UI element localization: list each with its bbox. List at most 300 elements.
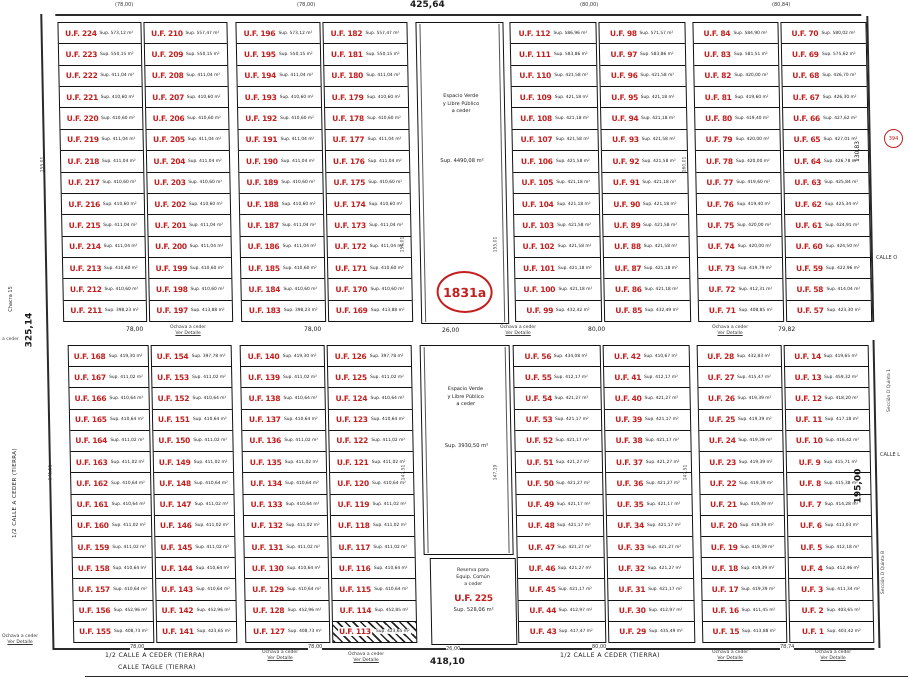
lot-uf-76: U.F. 76 Sup. 419,40 m² <box>697 194 781 215</box>
dim-left-total: 325,14 <box>24 312 35 348</box>
lot-uf-193: U.F. 193 Sup. 410,60 m² <box>238 87 321 108</box>
lot-uf-110: U.F. 110 Sup. 421,58 m² <box>511 66 596 87</box>
lot-uf-23: U.F. 23 Sup. 419,39 m² <box>700 452 783 473</box>
parcel-block-bottom-4 <box>697 345 875 643</box>
lot-uf-153: U.F. 153 Sup. 411,02 m² <box>152 367 231 388</box>
dim-bot-1: 78,00 <box>130 644 145 650</box>
lot-uf-165: U.F. 165 Sup. 410,64 m² <box>70 410 149 431</box>
lot-uf-68: U.F. 68 Sup. 426,70 m² <box>782 66 866 87</box>
block-top-1-right-column <box>143 22 233 322</box>
vdim-8: 147,51 <box>683 464 689 481</box>
lot-uf-170: U.F. 170 Sup. 410,60 m² <box>328 279 411 300</box>
lot-uf-115: U.F. 115 Sup. 410,64 m² <box>332 579 415 600</box>
dim-right-lower: 195,00 <box>853 468 864 504</box>
lot-uf-43: U.F. 43 Sup. 417,47 m² <box>529 627 594 637</box>
ochava-note-4: Ochava a ceder Ver Detalle <box>2 634 39 645</box>
lot-uf-114: U.F. 114 Sup. 452,85 m² <box>333 601 416 622</box>
lot-uf-41: U.F. 41 Sup. 412,17 m² <box>604 367 690 388</box>
lot-uf-104: U.F. 104 Sup. 421,18 m² <box>514 194 599 215</box>
lot-uf-167: U.F. 167 Sup. 411,02 m² <box>69 367 148 388</box>
lot-uf-155: U.F. 155 Sup. 408,73 m² <box>78 627 148 637</box>
lot-uf-136: U.F. 136 Sup. 411,02 m² <box>242 431 325 452</box>
lot-uf-89: U.F. 89 Sup. 421,58 m² <box>603 215 688 236</box>
ochava-note-1: Ochava a ceder Ver Detalle <box>170 325 207 336</box>
lot-uf-57: U.F. 57 Sup. 423,30 m² <box>796 306 861 316</box>
lot-uf-194: U.F. 194 Sup. 411,04 m² <box>237 66 320 87</box>
lot-uf-118: U.F. 118 Sup. 411,02 m² <box>331 516 414 537</box>
lot-uf-146: U.F. 146 Sup. 411,02 m² <box>155 516 234 537</box>
lot-uf-32: U.F. 32 Sup. 421,27 m² <box>607 558 693 579</box>
lot-uf-126: U.F. 126 Sup. 397,78 m² <box>328 346 411 367</box>
street-half-right-label: 1/2 CALLE A CEDER (TIERRA) <box>560 652 660 659</box>
lot-uf-203: U.F. 203 Sup. 410,60 m² <box>147 173 229 194</box>
dim-mid-4: 80,00 <box>588 326 606 333</box>
lot-uf-79: U.F. 79 Sup. 420,00 m² <box>695 130 779 151</box>
boundary-bottom <box>52 648 874 650</box>
lot-uf-129: U.F. 129 Sup. 410,64 m² <box>245 579 328 600</box>
lot-uf-107: U.F. 107 Sup. 421,58 m² <box>512 130 597 151</box>
lot-uf-173: U.F. 173 Sup. 411,04 m² <box>327 215 410 236</box>
boundary-top <box>55 14 861 16</box>
lot-uf-195: U.F. 195 Sup. 550,15 m² <box>237 44 320 65</box>
lot-uf-202: U.F. 202 Sup. 410,60 m² <box>148 194 230 215</box>
ochava-note-2: Ochava a ceder Ver Detalle <box>500 325 537 336</box>
lot-uf-113: U.F. 113 Sup. 423,65 m² <box>333 622 416 642</box>
plan-number-circle: 1831a <box>436 271 493 313</box>
dim-mid-5: 79,82 <box>778 326 796 333</box>
dim-mid-1: 78,00 <box>126 326 144 333</box>
lot-uf-40: U.F. 40 Sup. 421,27 m² <box>604 388 690 409</box>
lot-uf-16: U.F. 16 Sup. 411,45 m² <box>703 601 786 622</box>
lot-uf-211: U.F. 211 Sup. 398,23 m² <box>70 306 139 316</box>
lot-uf-20: U.F. 20 Sup. 419,39 m² <box>701 516 784 537</box>
block-top-4-right-column <box>780 22 872 322</box>
lot-uf-21: U.F. 21 Sup. 419,39 m² <box>700 495 783 516</box>
lot-uf-6: U.F. 6 Sup. 413,03 m² <box>788 516 871 537</box>
lot-uf-158: U.F. 158 Sup. 410,64 m² <box>73 558 152 579</box>
lot-uf-144: U.F. 144 Sup. 410,64 m² <box>156 558 235 579</box>
dim-mid-3: 26,00 <box>442 327 460 334</box>
lot-uf-215: U.F. 215 Sup. 411,04 m² <box>62 215 144 236</box>
dim-top-1: (78,00) <box>115 2 134 8</box>
lot-uf-121: U.F. 121 Sup. 411,02 m² <box>330 452 413 473</box>
lot-uf-38: U.F. 38 Sup. 421,17 m² <box>605 431 691 452</box>
lot-uf-12: U.F. 12 Sup. 418,20 m² <box>785 388 868 409</box>
green-space-area: Sup. 4490,08 m² <box>440 157 484 164</box>
lot-uf-218: U.F. 218 Sup. 411,04 m² <box>61 151 143 172</box>
lot-uf-86: U.F. 86 Sup. 421,18 m² <box>604 279 689 300</box>
lot-uf-164: U.F. 164 Sup. 411,02 m² <box>70 431 149 452</box>
lot-uf-25: U.F. 25 Sup. 419,39 m² <box>699 410 782 431</box>
green-space-bottom <box>420 345 514 555</box>
lot-uf-14: U.F. 14 Sup. 419,65 m² <box>785 346 868 367</box>
green-space-label: Espacio Verde y Libre Público a ceder <box>442 93 480 114</box>
lot-uf-102: U.F. 102 Sup. 421,58 m² <box>515 237 600 258</box>
lot-uf-3: U.F. 3 Sup. 411,34 m² <box>789 579 872 600</box>
lot-uf-124: U.F. 124 Sup. 410,64 m² <box>328 388 411 409</box>
lot-uf-85: U.F. 85 Sup. 432,49 m² <box>615 306 679 316</box>
lot-uf-111: U.F. 111 Sup. 583,86 m² <box>511 44 596 65</box>
lot-uf-183: U.F. 183 Sup. 398,23 m² <box>248 306 318 316</box>
lot-uf-180: U.F. 180 Sup. 411,04 m² <box>324 66 407 87</box>
lot-uf-130: U.F. 130 Sup. 410,64 m² <box>245 558 328 579</box>
lot-uf-182: U.F. 182 Sup. 557,47 m² <box>323 23 406 44</box>
lot-uf-17: U.F. 17 Sup. 419,39 m² <box>702 579 785 600</box>
lot-uf-135: U.F. 135 Sup. 411,02 m² <box>243 452 326 473</box>
lot-uf-151: U.F. 151 Sup. 410,64 m² <box>153 410 232 431</box>
vdim-6: 147,51 <box>401 464 407 481</box>
block-top-3-left-column <box>509 22 602 322</box>
block-top-1-left-column <box>57 22 147 322</box>
lot-uf-160: U.F. 160 Sup. 411,02 m² <box>72 516 151 537</box>
lot-uf-83: U.F. 83 Sup. 581,51 m² <box>694 44 778 65</box>
right-plan-circle: 394 <box>884 129 903 148</box>
vdim-2: 156,01 <box>400 236 406 253</box>
green-space-top <box>415 22 509 324</box>
vdim-7: 147,19 <box>493 464 499 481</box>
lot-uf-48: U.F. 48 Sup. 421,17 m² <box>517 516 603 537</box>
lot-uf-197: U.F. 197 Sup. 413,88 m² <box>156 306 225 316</box>
lot-uf-176: U.F. 176 Sup. 411,04 m² <box>326 151 409 172</box>
lot-uf-222: U.F. 222 Sup. 411,04 m² <box>59 66 141 87</box>
lot-uf-185: U.F. 185 Sup. 410,60 m² <box>241 258 324 279</box>
lot-uf-156: U.F. 156 Sup. 452,96 m² <box>74 601 153 622</box>
ochava-note-3: Ochava a ceder Ver Detalle <box>712 325 749 336</box>
lot-uf-19: U.F. 19 Sup. 419,39 m² <box>701 537 784 558</box>
parcel-block-top-2 <box>235 22 413 322</box>
lot-uf-42: U.F. 42 Sup. 410,67 m² <box>603 346 689 367</box>
lot-uf-143: U.F. 143 Sup. 410,64 m² <box>156 579 235 600</box>
lot-uf-214: U.F. 214 Sup. 411,04 m² <box>63 237 145 258</box>
lot-uf-172: U.F. 172 Sup. 411,04 m² <box>328 237 411 258</box>
lot-uf-64: U.F. 64 Sup. 426,78 m² <box>784 151 868 172</box>
lot-uf-22: U.F. 22 Sup. 419,39 m² <box>700 473 783 494</box>
lot-uf-13: U.F. 13 Sup. 459,32 m² <box>785 367 868 388</box>
lot-uf-149: U.F. 149 Sup. 411,02 m² <box>154 452 233 473</box>
lot-uf-82: U.F. 82 Sup. 420,00 m² <box>694 66 778 87</box>
dim-bot-4: 80,00 <box>592 644 607 650</box>
reserva-area: Sup. 528,06 m² <box>453 606 494 613</box>
block-top-2-right-column <box>322 22 413 322</box>
ochava-note-7: Ochava a ceder Ver Detalle <box>712 650 749 661</box>
lot-uf-200: U.F. 200 Sup. 411,04 m² <box>149 237 231 258</box>
lot-uf-75: U.F. 75 Sup. 420,00 m² <box>697 215 781 236</box>
lot-uf-39: U.F. 39 Sup. 421,17 m² <box>604 410 690 431</box>
lot-uf-123: U.F. 123 Sup. 410,64 m² <box>329 410 412 431</box>
lot-uf-11: U.F. 11 Sup. 417,18 m² <box>786 410 869 431</box>
left-a-ceder-label: a ceder <box>2 337 19 342</box>
lot-uf-207: U.F. 207 Sup. 410,60 m² <box>146 87 228 108</box>
ochava-note-8: Ochava a ceder Ver Detalle <box>815 650 852 661</box>
street-calle-l-label: CALLE L <box>880 452 901 458</box>
lot-uf-54: U.F. 54 Sup. 421,27 m² <box>514 388 600 409</box>
right-quinta-b-label: Sección D Quinta B <box>881 550 887 595</box>
boundary-left <box>40 14 54 649</box>
lot-uf-134: U.F. 134 Sup. 410,64 m² <box>243 473 326 494</box>
lot-uf-205: U.F. 205 Sup. 411,04 m² <box>146 130 228 151</box>
vdim-4: 160,01 <box>682 156 688 173</box>
lot-uf-209: U.F. 209 Sup. 550,15 m² <box>145 44 227 65</box>
lot-uf-37: U.F. 37 Sup. 421,27 m² <box>605 452 691 473</box>
lot-uf-81: U.F. 81 Sup. 419,60 m² <box>695 87 779 108</box>
lot-uf-33: U.F. 33 Sup. 421,27 m² <box>607 537 693 558</box>
parcel-block-top-1 <box>57 22 233 322</box>
lot-uf-132: U.F. 132 Sup. 411,02 m² <box>244 516 327 537</box>
lot-uf-108: U.F. 108 Sup. 421,18 m² <box>512 108 597 129</box>
lot-uf-10: U.F. 10 Sup. 416,42 m² <box>786 431 869 452</box>
lot-uf-174: U.F. 174 Sup. 410,60 m² <box>327 194 410 215</box>
lot-uf-72: U.F. 72 Sup. 412,31 m² <box>698 279 782 300</box>
lot-uf-98: U.F. 98 Sup. 571,57 m² <box>599 23 684 44</box>
lot-uf-190: U.F. 190 Sup. 411,04 m² <box>239 151 322 172</box>
lot-uf-29: U.F. 29 Sup. 435,49 m² <box>619 627 683 637</box>
parcel-block-bottom-3 <box>513 345 696 643</box>
lot-uf-212: U.F. 212 Sup. 410,60 m² <box>63 279 145 300</box>
vdim-1: 155,01 <box>40 156 46 173</box>
lot-uf-87: U.F. 87 Sup. 421,18 m² <box>604 258 689 279</box>
lot-uf-65: U.F. 65 Sup. 427,01 m² <box>783 130 867 151</box>
lot-uf-179: U.F. 179 Sup. 410,60 m² <box>325 87 408 108</box>
lot-uf-27: U.F. 27 Sup. 415,47 m² <box>698 367 781 388</box>
dim-top-3: (80,00) <box>580 2 599 8</box>
lot-uf-2: U.F. 2 Sup. 403,65 m² <box>790 601 873 622</box>
lot-uf-106: U.F. 106 Sup. 421,58 m² <box>513 151 598 172</box>
block-top-4-left-column <box>692 22 784 322</box>
ochava-note-6: Ochava a ceder Ver Detalle <box>348 652 385 663</box>
vdim-3: 155,01 <box>493 236 499 253</box>
lot-uf-91: U.F. 91 Sup. 421,18 m² <box>602 173 687 194</box>
lot-uf-198: U.F. 198 Sup. 410,60 m² <box>149 279 231 300</box>
lot-uf-101: U.F. 101 Sup. 421,18 m² <box>515 258 600 279</box>
lot-uf-95: U.F. 95 Sup. 421,18 m² <box>601 87 686 108</box>
lot-uf-128: U.F. 128 Sup. 452,96 m² <box>246 601 329 622</box>
lot-uf-92: U.F. 92 Sup. 421,58 m² <box>602 151 687 172</box>
lot-uf-177: U.F. 177 Sup. 411,04 m² <box>325 130 408 151</box>
lot-uf-139: U.F. 139 Sup. 411,02 m² <box>241 367 324 388</box>
lot-uf-117: U.F. 117 Sup. 411,02 m² <box>331 537 414 558</box>
lot-uf-80: U.F. 80 Sup. 419,40 m² <box>695 108 779 129</box>
lot-uf-78: U.F. 78 Sup. 420,00 m² <box>696 151 780 172</box>
lot-uf-28: U.F. 28 Sup. 432,83 m² <box>698 346 781 367</box>
lot-uf-53: U.F. 53 Sup. 421,17 m² <box>515 410 601 431</box>
lot-uf-142: U.F. 142 Sup. 452,96 m² <box>157 601 236 622</box>
lot-uf-100: U.F. 100 Sup. 421,18 m² <box>515 279 600 300</box>
lot-uf-70: U.F. 70 Sup. 580,02 m² <box>781 23 865 44</box>
green-space-label: Espacio Verde y Libre Público a ceder <box>447 386 484 407</box>
lot-uf-133: U.F. 133 Sup. 410,64 m² <box>243 495 326 516</box>
lot-uf-71: U.F. 71 Sup. 408,85 m² <box>708 306 773 316</box>
lot-uf-74: U.F. 74 Sup. 420,00 m² <box>698 237 782 258</box>
reserva-uf-number: U.F. 225 <box>454 593 493 604</box>
lot-uf-208: U.F. 208 Sup. 411,04 m² <box>145 66 227 87</box>
lot-uf-55: U.F. 55 Sup. 412,17 m² <box>514 367 600 388</box>
lot-uf-125: U.F. 125 Sup. 411,02 m² <box>328 367 411 388</box>
block-bottom-3-right-column <box>602 345 695 643</box>
lot-uf-1: U.F. 1 Sup. 403,42 m² <box>801 627 861 637</box>
parcel-block-bottom-2 <box>240 345 418 643</box>
lot-uf-178: U.F. 178 Sup. 410,60 m² <box>325 108 408 129</box>
lot-uf-67: U.F. 67 Sup. 426,30 m² <box>783 87 867 108</box>
lot-uf-26: U.F. 26 Sup. 419,39 m² <box>698 388 781 409</box>
block-bottom-4-left-column <box>697 345 788 643</box>
dim-top-2: (78,00) <box>297 2 316 8</box>
lot-uf-223: U.F. 223 Sup. 550,15 m² <box>59 44 141 65</box>
ochava-note-5: Ochava a ceder Ver Detalle <box>262 650 299 661</box>
block-bottom-3-left-column <box>513 345 606 643</box>
lot-uf-62: U.F. 62 Sup. 425,34 m² <box>785 194 869 215</box>
dim-top-total: 425,64 <box>410 0 445 10</box>
lot-uf-90: U.F. 90 Sup. 421,18 m² <box>603 194 688 215</box>
lot-uf-88: U.F. 88 Sup. 421,58 m² <box>604 237 689 258</box>
lot-uf-171: U.F. 171 Sup. 410,60 m² <box>328 258 411 279</box>
lot-uf-168: U.F. 168 Sup. 419,30 m² <box>69 346 148 367</box>
lot-uf-97: U.F. 97 Sup. 583,86 m² <box>600 44 685 65</box>
green-space-area: Sup. 3930,50 m² <box>444 442 489 449</box>
lot-uf-196: U.F. 196 Sup. 573,12 m² <box>236 23 319 44</box>
vdim-5: 141,51 <box>48 464 54 481</box>
lot-uf-9: U.F. 9 Sup. 415,71 m² <box>787 452 870 473</box>
lot-uf-109: U.F. 109 Sup. 421,18 m² <box>512 87 597 108</box>
parcel-block-top-4 <box>692 22 872 322</box>
lot-uf-131: U.F. 131 Sup. 411,02 m² <box>244 537 327 558</box>
boundary-right-lower <box>873 340 880 648</box>
dim-bottom-total: 418,10 <box>430 657 465 667</box>
block-bottom-1-right-column <box>151 345 238 643</box>
lot-uf-213: U.F. 213 Sup. 410,60 m² <box>63 258 145 279</box>
dim-mid-2: 78,00 <box>304 326 322 333</box>
lot-uf-94: U.F. 94 Sup. 421,18 m² <box>601 108 686 129</box>
lot-uf-96: U.F. 96 Sup. 421,58 m² <box>600 66 685 87</box>
lot-uf-145: U.F. 145 Sup. 411,02 m² <box>155 537 234 558</box>
lot-uf-73: U.F. 73 Sup. 419,79 m² <box>698 258 782 279</box>
lot-uf-159: U.F. 159 Sup. 411,02 m² <box>72 537 151 558</box>
block-bottom-2-right-column <box>327 345 418 643</box>
lot-uf-15: U.F. 15 Sup. 413,88 m² <box>712 627 776 637</box>
lot-uf-116: U.F. 116 Sup. 410,64 m² <box>332 558 415 579</box>
lot-uf-199: U.F. 199 Sup. 410,60 m² <box>149 258 231 279</box>
lot-uf-210: U.F. 210 Sup. 557,47 m² <box>144 23 226 44</box>
lot-uf-181: U.F. 181 Sup. 550,15 m² <box>324 44 407 65</box>
lot-uf-161: U.F. 161 Sup. 410,64 m² <box>71 495 150 516</box>
lot-uf-56: U.F. 56 Sup. 434,08 m² <box>514 346 600 367</box>
street-left-vertical-label: 1/2 CALLE A CEDER (TIERRA) <box>12 448 18 538</box>
lot-uf-154: U.F. 154 Sup. 397,78 m² <box>152 346 231 367</box>
lot-uf-216: U.F. 216 Sup. 410,60 m² <box>62 194 144 215</box>
lot-uf-157: U.F. 157 Sup. 410,64 m² <box>73 579 152 600</box>
street-calle-o-label: CALLE O <box>876 255 898 261</box>
lot-uf-220: U.F. 220 Sup. 410,60 m² <box>60 108 142 129</box>
lot-uf-163: U.F. 163 Sup. 411,02 m² <box>71 452 150 473</box>
lot-uf-66: U.F. 66 Sup. 427,62 m² <box>783 108 867 129</box>
lot-uf-147: U.F. 147 Sup. 411,02 m² <box>154 495 233 516</box>
lot-uf-188: U.F. 188 Sup. 410,60 m² <box>240 194 323 215</box>
lot-uf-18: U.F. 18 Sup. 419,39 m² <box>702 558 785 579</box>
lot-uf-50: U.F. 50 Sup. 421,27 m² <box>516 473 602 494</box>
street-tagle-label: CALLE TAGLE (TIERRA) <box>118 664 196 671</box>
lot-uf-24: U.F. 24 Sup. 419,39 m² <box>699 431 782 452</box>
right-quinta-1-label: Sección D Quinta 1 <box>887 368 893 413</box>
lot-uf-169: U.F. 169 Sup. 413,88 m² <box>335 306 405 316</box>
lot-uf-120: U.F. 120 Sup. 410,64 m² <box>330 473 413 494</box>
lot-uf-93: U.F. 93 Sup. 421,58 m² <box>601 130 686 151</box>
lot-uf-138: U.F. 138 Sup. 410,64 m² <box>241 388 324 409</box>
lot-uf-59: U.F. 59 Sup. 422,96 m² <box>786 258 870 279</box>
lot-uf-84: U.F. 84 Sup. 584,90 m² <box>693 23 777 44</box>
lot-uf-34: U.F. 34 Sup. 421,17 m² <box>606 516 692 537</box>
block-top-3-right-column <box>598 22 691 322</box>
lot-uf-224: U.F. 224 Sup. 573,12 m² <box>58 23 140 44</box>
lot-uf-206: U.F. 206 Sup. 410,60 m² <box>146 108 228 129</box>
lot-uf-191: U.F. 191 Sup. 411,04 m² <box>238 130 321 151</box>
dim-bot-5: 78,74 <box>780 644 795 650</box>
lot-uf-5: U.F. 5 Sup. 412,18 m² <box>788 537 871 558</box>
lot-uf-44: U.F. 44 Sup. 412,97 m² <box>519 601 605 622</box>
lot-uf-148: U.F. 148 Sup. 410,64 m² <box>154 473 233 494</box>
dim-bot-2: 78,00 <box>308 644 323 650</box>
block-bottom-2-left-column <box>240 345 331 643</box>
lot-uf-63: U.F. 63 Sup. 425,84 m² <box>784 173 868 194</box>
lot-uf-77: U.F. 77 Sup. 419,60 m² <box>696 173 780 194</box>
dim-top-4: (80,84) <box>772 2 791 8</box>
lot-uf-4: U.F. 4 Sup. 412,46 m² <box>789 558 872 579</box>
lot-uf-162: U.F. 162 Sup. 410,64 m² <box>71 473 150 494</box>
reserva-parcel-uf225 <box>430 558 518 645</box>
lot-uf-184: U.F. 184 Sup. 410,60 m² <box>241 279 324 300</box>
lot-uf-166: U.F. 166 Sup. 410,64 m² <box>69 388 148 409</box>
lot-uf-122: U.F. 122 Sup. 411,02 m² <box>329 431 412 452</box>
lot-uf-192: U.F. 192 Sup. 410,60 m² <box>238 108 321 129</box>
block-bottom-1-left-column <box>68 345 155 643</box>
street-south-line <box>85 676 908 677</box>
lot-uf-36: U.F. 36 Sup. 421,27 m² <box>606 473 692 494</box>
street-half-left-label: 1/2 CALLE A CEDER (TIERRA) <box>105 652 205 659</box>
parcel-block-bottom-1 <box>68 345 238 643</box>
lot-uf-51: U.F. 51 Sup. 421,27 m² <box>516 452 602 473</box>
left-chacra-label: Chacra 15 <box>7 286 14 312</box>
lot-uf-221: U.F. 221 Sup. 410,60 m² <box>60 87 142 108</box>
lot-uf-186: U.F. 186 Sup. 411,04 m² <box>241 237 324 258</box>
lot-uf-127: U.F. 127 Sup. 408,73 m² <box>252 627 322 637</box>
lot-uf-189: U.F. 189 Sup. 410,60 m² <box>239 173 322 194</box>
lot-uf-7: U.F. 7 Sup. 414,28 m² <box>787 495 870 516</box>
lot-uf-175: U.F. 175 Sup. 410,60 m² <box>326 173 409 194</box>
lot-uf-103: U.F. 103 Sup. 421,58 m² <box>514 215 599 236</box>
lot-uf-49: U.F. 49 Sup. 421,17 m² <box>516 495 602 516</box>
lot-uf-112: U.F. 112 Sup. 586,96 m² <box>510 23 595 44</box>
lot-uf-219: U.F. 219 Sup. 411,04 m² <box>60 130 142 151</box>
lot-uf-217: U.F. 217 Sup. 410,60 m² <box>61 173 143 194</box>
lot-uf-137: U.F. 137 Sup. 410,64 m² <box>242 410 325 431</box>
lot-uf-187: U.F. 187 Sup. 411,04 m² <box>240 215 323 236</box>
dim-bot-3: 26,00 <box>446 646 461 652</box>
lot-uf-46: U.F. 46 Sup. 421,27 m² <box>518 558 604 579</box>
lot-uf-47: U.F. 47 Sup. 421,27 m² <box>517 537 603 558</box>
lot-uf-204: U.F. 204 Sup. 411,04 m² <box>147 151 229 172</box>
lot-uf-45: U.F. 45 Sup. 421,17 m² <box>518 579 604 600</box>
lot-uf-140: U.F. 140 Sup. 419,30 m² <box>241 346 324 367</box>
lot-uf-150: U.F. 150 Sup. 411,02 m² <box>153 431 232 452</box>
lot-uf-69: U.F. 69 Sup. 575,62 m² <box>782 44 866 65</box>
lot-uf-119: U.F. 119 Sup. 411,02 m² <box>330 495 413 516</box>
dim-right-upper: 130,83 <box>854 141 861 162</box>
lot-uf-201: U.F. 201 Sup. 411,04 m² <box>148 215 230 236</box>
reserva-label: Reserva para Equip. Común a ceder <box>456 568 490 588</box>
lot-uf-35: U.F. 35 Sup. 421,17 m² <box>606 495 692 516</box>
lot-uf-141: U.F. 141 Sup. 423,65 m² <box>161 627 231 637</box>
lot-uf-58: U.F. 58 Sup. 414,04 m² <box>786 279 870 300</box>
block-top-2-left-column <box>235 22 326 322</box>
lot-uf-8: U.F. 8 Sup. 415,38 m² <box>787 473 870 494</box>
